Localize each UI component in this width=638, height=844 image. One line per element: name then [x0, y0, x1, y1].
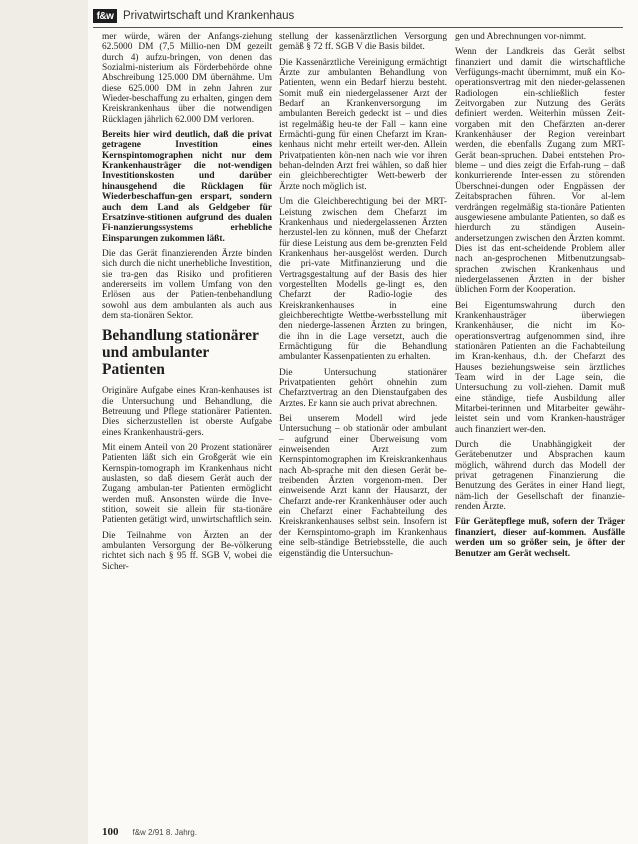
section-title: Privatwirtschaft und Krankenhaus: [123, 10, 295, 22]
paragraph: Originäre Aufgabe eines Kran-kenhauses ist die Untersuchung und Behandlung, die Betreuung und Pflege stationärer Patienten. Dies sicherzustellen ist oberste Aufgabe eines Krankenhausträ-gers.: [102, 386, 272, 438]
page-footer: [102, 826, 197, 838]
paragraph: Die Kassenärztliche Vereinigung ermächtigt Ärzte zur ambulanten Behandlung von Patienten, wenn ein Bedarf hierzu besteht. Somit muß ein niedergelassener Arzt der Bedarf an Krankenversorgung im ambulanten Bereich gedeckt ist – und dies ist regelmäßig heu-te der Fall – kann eine Ermächti-gung für einen Chefarzt im Kran-kenhaus nicht mehr erteilt wer-den. Allein Privatpatienten kön-nen nach wie vor ihren behan-delnden Arzt frei wählen, so daß hier ein gleichberechtigter Wett-bewerb der Ärzte noch möglich ist.: [279, 57, 447, 192]
paragraph: gen und Abrechnungen vor-nimmt.: [455, 32, 587, 42]
section-heading: Behandlung stationärer und ambulanter Patienten: [102, 327, 259, 379]
text-column-3: [455, 32, 625, 564]
paragraph: Um die Gleichberechtigung bei der MRT-Leistung zwischen dem Chefarzt im Krankenhaus und niedergelassenen Ärzten herzustel-len zu können, muß der Chefarzt für diese Leistung aus dem be-grenzten Feld Krankenhaus her-ausgelöst werden. Durch die pri-vate Mitfinanzierung und die Vertragsgestaltung auf der Basis des hier vorgestellten Modells ge-lingt es, den Chefarzt der Radio-logie des Kreiskrankenhauses in eine gleichberechtigte Wettbe-werbsstellung mit den niederge-lassenen Ärzten zu bringen, die ihn in die Lage versetzt, auch die Ermächtigung für die Behandlung ambulanter Kassenpatienten zu erhalten.: [279, 197, 447, 363]
header-rule: [93, 27, 623, 28]
page-header: [93, 7, 543, 25]
paragraph: Die das Gerät finanzierenden Ärzte binden sich durch die nicht unerhebliche Investition, sie tra-gen das Risiko und profitieren andererseits im vollem Umfang von den Erlösen aus der Patien-tenbehandlung sowohl aus dem ambulanten als auch aus dem sta-tionären Sektor.: [102, 248, 272, 321]
page-number: 100: [102, 826, 119, 838]
text-column-1: [102, 32, 272, 577]
text-column-2: [279, 32, 447, 564]
paragraph: Mit einem Anteil von 20 Prozent stationärer Patienten läßt sich ein Großgerät wie ein Kernspin-tomograph im Krankenhaus nicht auslasten, so daß diesem Gerät auch der Zugang ambulan-ter Patienten ermöglicht werden muß. Ansonsten würde die Inve-stition, soweit sie allein für sta-tionäre Patienten getätigt wird, unwirtschaftlich sein.: [102, 443, 272, 526]
paragraph-bold: Für Gerätepflege muß, sofern der Träger finanziert, dieser auf-kommen. Ausfälle werden um so größer sein, je öfter der Benutzer am Gerät wechselt.: [455, 517, 625, 559]
journal-logo: f&w: [93, 9, 117, 23]
paragraph: mer würde, wären der Anfangs-ziehung 62.5000 DM (7,5 Millio-nen DM gezeilt durch 4) aufzu-bringen, von denen das Sozialmi-nisterium als Förderbehörde ohne Abschreibung 125.000 DM übernähme. Um diese 625.000 DM in zehn Jahren zur Wieder-beschaffung zu erhalten, gingen dem Kreiskrankenhaus über die notwendigen Rücklagen jährlich 62.000 DM verloren.: [102, 32, 272, 125]
paragraph: Wenn der Landkreis das Gerät selbst finanziert und damit die wirtschaftliche Verfügungs-macht übernimmt, muß ein Ko-operationsvertrag mit den nieder-gelassenen Radiologen ein-schließlich fester Zeitvorgaben zur Nutzung des Geräts definiert werden. Weiterhin müssen Zeit-vorgaben mit den Chefärzten an-derer Krankenhäuser der Region vereinbart werden, die ebenfalls Zugang zum MRT-Gerät bean-spruchen. Dabei entstehen Pro-bleme – und dies zeigt die Erfah-rung – daß konkurrierende Inter-essen zu störenden Überschnei-dungen oder Engpässen der Zeitabsprachen führen. Vor al-lem verdrängen regelmäßig sta-tionäre Patienten ausgewiesene ambulante Patienten, so daß es hierdurch zu ständigen Ausein-andersetzungen zwischen den Ärzten kommt. Dies ist das ent-scheidende Problem aller nach an-gesprochenen Mitbenutzungsab-sprachen zwischen Krankenhaus und niedergelassenen Ärzten in der bisher üblichen Form der Kooperation.: [455, 47, 625, 296]
paragraph: Die Teilnahme von Ärzten an der ambulanten Versorgung der Be-völkerung richtet sich nach § 95 ff. SGB V, wobei die Sicher-: [102, 530, 272, 572]
paragraph: Bei unserem Modell wird jede Untersuchung – ob stationär oder ambulant – aufgrund einer Überweisung vom einweisenden Arzt zum Kernspintomographen im Kreiskrankenhaus nach Ab-sprache mit den diesen Gerät be-treibenden Ärzten vorgenom-men. Der einweisende Arzt kann der Hausarzt, der Chefarzt ande-rer Krankenhäuser oder auch ein Chefarzt einer Fachabteilung des Kreiskrankenhauses selbst sein. Insofern ist der Kernspintomo-graph im Krankenhaus eine selb-ständige Betriebsstelle, die auch eigenständig die Untersuchun-: [279, 414, 447, 559]
paragraph: Durch die Unabhängigkeit der Gerätebenutzer und Absprachen kaum möglich, während durch das Modell der privat getragenen Finanzierung die Benutzung des Gerätes in einer Hand liegt, näm-lich der Gesellschaft der finanzie-renden Ärzte.: [455, 440, 625, 513]
issue-info: f&w 2/91 8. Jahrg.: [132, 828, 197, 837]
paragraph: Die Untersuchung stationärer Privatpatienten gehört ohnehin zum Chefarztvertrag an den Dienstaufgaben des Arztes. Er kann sie auch privat abrechnen.: [279, 367, 447, 409]
paragraph: Bei Eigentumswahrung durch den Krankenhausträger überwiegen Krankenhäuser, die nicht im Ko-operationsvertrag aufgenommen sind, ihre stationären Patienten an die Fachabteilung im Kran-kenhaus, d.h. der Chefarzt des Hauses beziehungsweise sein ärztliches Team wird in der Lage sein, die Untersuchung zu voll-ziehen. Damit muß eine ständige, tiefe Ausbildung aller Mitarbei-terinnen und Mitarbeiter gewähr-leistet sein und vom Kranken-hausträger auch finanziert wer-den.: [455, 300, 625, 435]
paragraph-bold: Bereits hier wird deutlich, daß die privat getragene Investition eines Kernspintomographen nicht nur dem Krankenhausträger die not-wendigen Investitionskosten und darüber hinausgehend die Rücklagen für Wiederbeschaffun-gen erspart, sondern auch dem Land als Geldgeber für Ersatzinve-stitionen aufgrund des dualen Fi-nanzierungssystems erhebliche Einsparungen zukommen läßt.: [102, 130, 272, 244]
paragraph: stellung der kassenärztlichen Versorgung gemäß § 72 ff. SGB V die Basis bildet.: [279, 32, 447, 53]
page-gutter: [0, 0, 88, 844]
